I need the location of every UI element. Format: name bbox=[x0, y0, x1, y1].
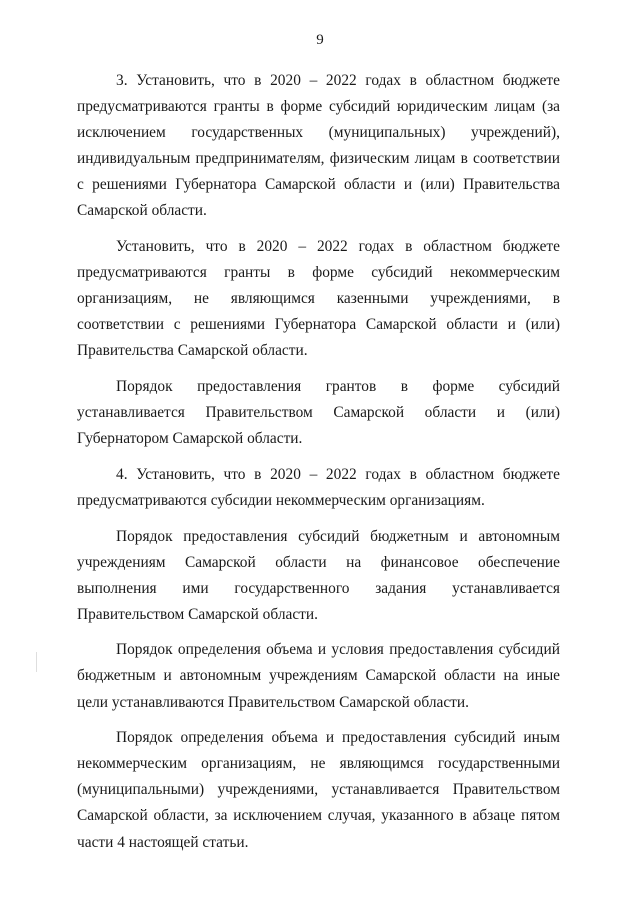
paragraph-grants-procedure: Порядок предоставления грантов в форме субсидий устанавливается Правительством Самарской области и (или) Губернатором Самарской области. bbox=[77, 378, 560, 448]
paragraph-subsidies-state-assignment: Порядок предоставления субсидий бюджетным и автономным учреждениям Самарской области на финансовое обеспечение выполнения ими государственного задания устанавливается Правительством Самарской области. bbox=[77, 527, 560, 623]
paragraph-section-4-subsidies-nonprofits: 4. Установить, что в 2020 – 2022 годах в областном бюджете предусматриваются субсидии некоммерческим организациям. bbox=[77, 465, 560, 509]
page-number: 9 bbox=[316, 32, 324, 48]
paragraph-section-3-grants-legal-entities: 3. Установить, что в 2020 – 2022 годах в областном бюджете предусматриваются гранты в форме субсидий юридическим лицам (за исключением государственных (муниципальных) учреждений), индивидуальным предпринимателям, физическим лицам в соответствии с решениями Губернатора Самарской области и (или) Правительства Самарской области. bbox=[77, 72, 560, 220]
paragraph-subsidies-other-purposes: Порядок определения объема и условия предоставления субсидий бюджетным и автономным учреждениям Самарской области на иные цели устанавливаются Правительством Самарской области. bbox=[77, 641, 560, 711]
paragraph-grants-nonprofits: Установить, что в 2020 – 2022 годах в областном бюджете предусматриваются гранты в форме субсидий некоммерческим организациям, не являющимся казенными учреждениями, в соответствии с решениями Губернатора Самарской области и (или) Правительства Самарской области. bbox=[77, 238, 560, 360]
paragraph-subsidies-other-nonprofits: Порядок определения объема и предоставления субсидий иным некоммерческим организациям, не являющимся государственными (муниципальными) учреждениями, устанавливается Правительством Самарской области, за исключением случая, указанного в абзаце пятом части 4 настоящей статьи. bbox=[77, 729, 560, 851]
document-body bbox=[77, 68, 560, 865]
scan-artifact bbox=[36, 652, 37, 672]
